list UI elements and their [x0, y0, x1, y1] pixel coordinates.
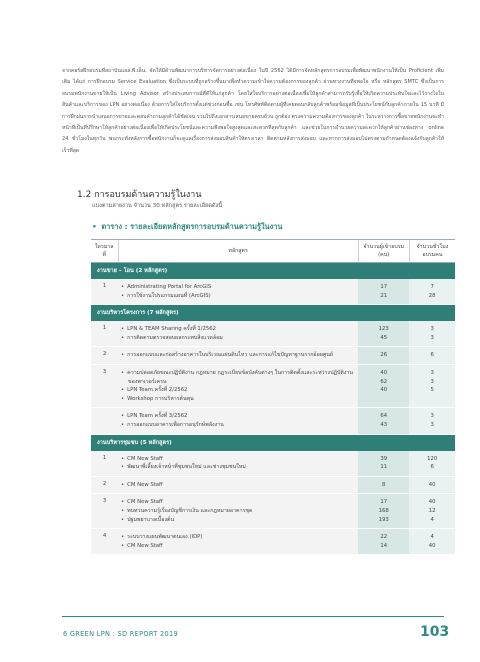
table-caption-text: ตาราง : รายละเอียดหลักสูตรการอบรมด้านความรู้ในงาน [101, 222, 283, 231]
attendee-values [358, 451, 409, 477]
attendee-values [358, 364, 409, 407]
attendee-value: 40 [380, 369, 388, 376]
section-title: 1.2 การอบรมด้านความรู้ในงาน [77, 190, 202, 200]
course-item: • การออกแบบอาคารเพื่อการอนุรักษ์พลังงาน [121, 421, 355, 430]
attendee-value: 45 [380, 334, 388, 341]
table-row [91, 279, 455, 305]
attendee-values [358, 494, 409, 529]
attendee-value: 43 [380, 421, 388, 428]
group-title: งานขาย – โอน (2 หลักสูตร) [91, 263, 455, 280]
hour-values [409, 347, 455, 365]
attendee-values [358, 321, 409, 347]
attendee-values [358, 476, 409, 494]
course-item: • การใช้งานโปรแกรมแผนที่ (ArcGIS) [121, 292, 355, 301]
course-list [118, 279, 358, 305]
attendee-value: 40 [380, 387, 388, 394]
group-title: งานบริหารชุมชน (5 หลักสูตร) [91, 434, 455, 451]
course-item: • LPN & TEAM Sharing ครั้งที่ 1/2562 [121, 325, 355, 334]
hour-value: 28 [428, 292, 436, 299]
course-list [118, 408, 358, 434]
hour-value: 40 [428, 481, 436, 488]
course-list [118, 347, 358, 365]
attendee-value: 11 [380, 464, 388, 471]
course-item: • CM New Staff [121, 481, 355, 490]
row-number: 3 [91, 494, 118, 529]
hour-value: 3 [430, 334, 434, 341]
course-item: • การติดตามตรวจสอบผลกระทบสิ่งแวดล้อม [121, 334, 355, 343]
row-number: 1 [91, 451, 118, 477]
page-number: 103 [420, 624, 450, 640]
row-number: 2 [91, 476, 118, 494]
row-number: 1 [91, 279, 118, 305]
table-row [91, 476, 455, 494]
course-list [118, 364, 358, 407]
hour-values [409, 529, 455, 555]
attendee-value: 14 [380, 542, 388, 549]
hour-values [409, 408, 455, 434]
hour-values [409, 451, 455, 477]
course-item: • ทบทวนความรู้เรื่องบัญชีการเงิน และกฎหมายอาคารชุด [121, 507, 355, 516]
header-no: ใดรมาล ที่ [91, 240, 118, 263]
group-row [91, 434, 455, 451]
attendee-value: 17 [380, 284, 388, 290]
header-attendees: จำนวนผู้เข้าอบรม (คน) [358, 240, 409, 263]
attendee-values [358, 347, 409, 365]
course-list [118, 494, 358, 529]
hour-value: 40 [428, 499, 436, 506]
table-header-row [91, 240, 455, 263]
course-item: • ความปลอดภัยขณะปฏิบัติงาน กฎหมาย กฎระเบียบข้อบังคับต่างๆ ในการติดตั้งและระหว่างปฏิบัติงานของพาเวอร์เครน [121, 369, 355, 386]
hour-value: 7 [430, 284, 434, 290]
hour-value: 12 [428, 507, 436, 514]
course-list [118, 529, 358, 555]
caption-bullet-icon: • [92, 222, 97, 231]
row-number: 3 [91, 364, 118, 407]
table-row [91, 364, 455, 407]
attendee-value: 26 [380, 352, 388, 359]
table-row [91, 347, 455, 365]
attendee-value: 64 [380, 413, 388, 420]
attendee-value: 17 [380, 499, 388, 506]
course-list [118, 476, 358, 494]
table-row [91, 408, 455, 434]
hour-value: 6 [430, 352, 434, 359]
attendee-value: 168 [378, 507, 389, 514]
course-item: • CM New Staff [121, 542, 355, 551]
hour-values [409, 476, 455, 494]
hour-value: 3 [430, 421, 434, 428]
section-subtitle: แบ่งตามสายงาน จำนวน 30 หลักสูตร รายละเอียดดังนี้ [92, 203, 223, 209]
group-row [91, 263, 455, 280]
attendee-value: 8 [382, 481, 386, 488]
attendee-value: 62 [380, 378, 388, 385]
header-hours: จำนวนชั่วโมง อบรมคน [409, 240, 455, 263]
training-table [91, 239, 455, 555]
attendee-value: 39 [380, 455, 388, 462]
course-item: • Workshop การบริหารต้นทุน [121, 395, 355, 404]
attendee-value: 193 [378, 516, 389, 523]
course-list [118, 321, 358, 347]
hour-value: 4 [430, 534, 434, 541]
footer-report-label: 6 GREEN LPN : SD REPORT 2019 [63, 630, 179, 638]
course-item: • CM New Staff [121, 498, 355, 507]
course-item: • Administrating Portal for ArcGIS [121, 283, 355, 292]
course-item: • พัฒนาพี่เลี้ยงเจ้าหน้าที่ชุมชนใหม่ และช่างชุมชนใหม่ [121, 463, 355, 472]
group-row [91, 305, 455, 322]
hour-value: 3 [430, 413, 434, 420]
hour-values [409, 279, 455, 305]
hour-values [409, 494, 455, 529]
course-item: • LPN Team ครั้งที่ 2/2562 [121, 386, 355, 395]
hour-value: 6 [430, 464, 434, 471]
table-caption [92, 221, 282, 233]
hour-value: 120 [427, 455, 438, 462]
footer-divider [62, 616, 444, 617]
hour-value: 40 [428, 542, 436, 549]
attendee-values [358, 408, 409, 434]
row-number: 4 [91, 529, 118, 555]
course-list [118, 451, 358, 477]
course-item: • ปฐมพยาบาลเบื้องต้น [121, 516, 355, 525]
hour-value: 3 [430, 378, 434, 385]
attendee-values [358, 279, 409, 305]
hour-values [409, 364, 455, 407]
table-row [91, 451, 455, 477]
course-item: • การออกแบบและก่อสร้างอาคารในบริเวณแผ่นดินไหว และการแก้ไขปัญหาฐานรากอ้อยศูนย์ [121, 351, 355, 360]
row-number [91, 408, 118, 434]
attendee-value: 21 [380, 292, 388, 299]
intro-paragraph: จากคอร์สฝึกอบรมที่สถาบันแอล.พี.เอ็น. จัดให้มีด้านพัฒนาการบริหารจัดการอย่างต่อเนื่อง ในปี 2562 ได้มีการจัดหลักสูตรการอบรมเพื่อพัฒนาพนักงานให้เป็น Proficient เพิ่มเติม ได้แก่ การฝึกอบรม Service Evaluation ซึ่งเป็นระบบที่ถูกสร้างขึ้นมาเพื่อทำความเข้าใจความต้องการของลูกค้า ผ่านทางงานที่จพอใจ หรือ หลักสูตร SMTC ซึ่งเป็นการอบรมพนักงานขายให้เป็น Living Advisor สร้างประสบการณ์ที่ดีให้แก่ลูกค้า โดยใส่ใจบริการอย่างต่อเนื่องเพื่อให้ลูกค้าสามารถรับรู้เพื่อให้เกิดความประทับใจและไว้วางใจในสินค้าและบริการของ LPN อย่างต่อเนื่อง ด้วยการใส่ใจบริการตั้งแต่ช่วงก่อนซื้อ เช่น โทรศัพท์ติดตามผู้ที่เคยตอบกลับลูกค้าพร้อมข้อมูลที่เป็นประโยชน์กับลูกค้าภายใน 15 นาที มีการฝึกฝนการนำเสนอการขายและตอบคำถามลูกค้าได้ชัดเจน รวมไปถึงเอกสารเสนอขายครบถ้วน ถูกต้อง ตรงความความต้องการของลูกค้า ในระหว่างการซื้อขายพนักงานจะทำหน้าที่เป็นที่ปรึกษาให้ลูกค้าอย่างต่อเนื่องเพื่อให้เกิดประโยชน์และความพึงพอใจสูงสุดและสะดวกที่สุดกับลูกค้า และช่วยในการอำนวยความสะดวกให้ลูกค้าผ่านช่องทาง online 24 ชั่วโมงในทุกวัน พนกระทั่งหลังการซื้อพนักงานก็จะดูแลเรื่องการส่งมอบสินค้าให้ตรงเวลา ติดตามหลังการส่งมอบ และหากการส่งมอบไม่ตรงตามกำหนดต้องแจ้งกับลูกค้าให้เร็วที่สุด [62, 68, 444, 154]
hour-value: 5 [430, 387, 434, 394]
course-item: • ระบบวางแผนพัฒนาตนเอง (IDP) [121, 533, 355, 542]
attendee-values [358, 529, 409, 555]
course-item: • LPN Team ครั้งที่ 3/2562 [121, 412, 355, 421]
row-number: 1 [91, 321, 118, 347]
hour-value: 4 [430, 516, 434, 523]
group-title: งานบริหารโครงการ (7 หลักสูตร) [91, 305, 455, 322]
header-course: หลักสูตร [118, 240, 358, 263]
table-row [91, 529, 455, 555]
hour-values [409, 321, 455, 347]
row-number: 2 [91, 347, 118, 365]
attendee-value: 22 [380, 534, 388, 541]
hour-value: 3 [430, 326, 434, 333]
hour-value: 3 [430, 369, 434, 376]
table-body [91, 263, 455, 555]
table-row [91, 494, 455, 529]
course-item: • CM New Staff [121, 455, 355, 464]
table-row [91, 321, 455, 347]
attendee-value: 123 [378, 326, 389, 333]
